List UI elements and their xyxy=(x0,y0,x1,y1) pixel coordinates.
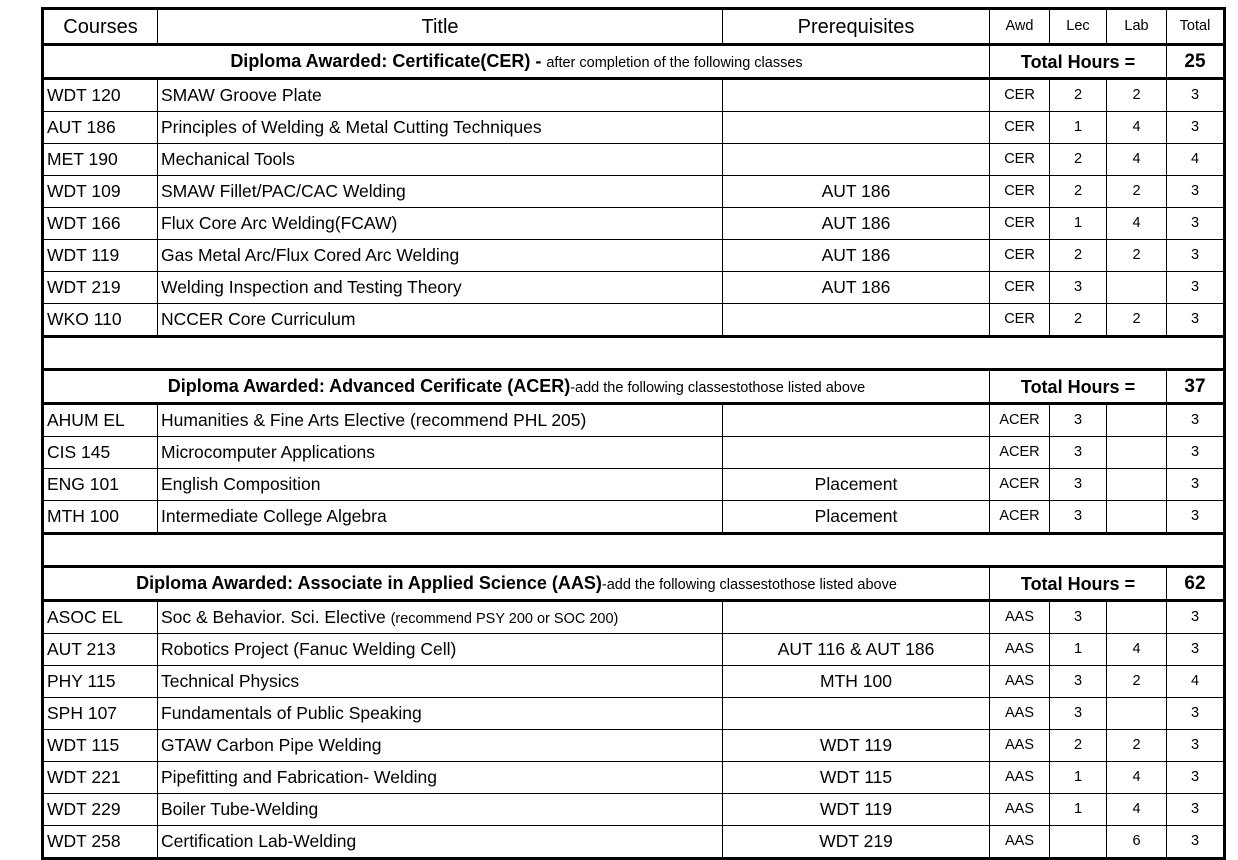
total-hours-value: 62 xyxy=(1167,567,1225,601)
course-award: AAS xyxy=(990,698,1050,730)
course-title xyxy=(158,144,723,176)
course-title xyxy=(158,112,723,144)
section-heading-note: -add the following classestothose listed above xyxy=(570,380,866,397)
course-title-text: English Composition xyxy=(161,473,321,494)
course-title xyxy=(158,404,723,437)
header-lab: Lab xyxy=(1107,9,1167,45)
course-lab-hours xyxy=(1107,272,1167,304)
course-prerequisite: WDT 119 xyxy=(723,794,990,826)
course-title-text: Intermediate College Algebra xyxy=(161,505,387,526)
course-prerequisite: WDT 119 xyxy=(723,730,990,762)
spacer-row xyxy=(43,337,1225,370)
course-lecture-hours: 2 xyxy=(1050,730,1107,762)
course-title xyxy=(158,176,723,208)
course-title xyxy=(158,469,723,501)
course-total-hours: 3 xyxy=(1167,437,1225,469)
course-lecture-hours: 1 xyxy=(1050,762,1107,794)
course-code: SPH 107 xyxy=(43,698,158,730)
spacer-row xyxy=(43,534,1225,567)
course-code: WDT 219 xyxy=(43,272,158,304)
course-title xyxy=(158,634,723,666)
course-lecture-hours: 1 xyxy=(1050,208,1107,240)
table-row xyxy=(43,469,1225,501)
course-title xyxy=(158,762,723,794)
course-lecture-hours: 3 xyxy=(1050,404,1107,437)
course-lecture-hours: 1 xyxy=(1050,794,1107,826)
total-hours-value: 37 xyxy=(1167,370,1225,404)
course-lab-hours: 2 xyxy=(1107,666,1167,698)
course-lab-hours xyxy=(1107,698,1167,730)
course-code: WDT 258 xyxy=(43,826,158,859)
course-title xyxy=(158,794,723,826)
course-total-hours: 3 xyxy=(1167,601,1225,634)
section-heading-note: after completion of the following classes xyxy=(546,55,803,72)
course-prerequisite xyxy=(723,698,990,730)
course-lab-hours: 4 xyxy=(1107,112,1167,144)
section-heading-text: Diploma Awarded: Associate in Applied Science (AAS) xyxy=(136,573,602,594)
header-lec: Lec xyxy=(1050,9,1107,45)
table-row xyxy=(43,208,1225,240)
table-row xyxy=(43,272,1225,304)
course-code: AUT 186 xyxy=(43,112,158,144)
course-total-hours: 3 xyxy=(1167,79,1225,112)
course-title-text: Fundamentals of Public Speaking xyxy=(161,702,422,723)
course-title-text: Pipefitting and Fabrication- Welding xyxy=(161,766,437,787)
course-lab-hours xyxy=(1107,601,1167,634)
course-award: ACER xyxy=(990,501,1050,534)
course-title-text: GTAW Carbon Pipe Welding xyxy=(161,734,382,755)
course-lecture-hours: 3 xyxy=(1050,698,1107,730)
course-award: CER xyxy=(990,176,1050,208)
course-title-text: Boiler Tube-Welding xyxy=(161,798,319,819)
section-heading xyxy=(43,370,990,404)
course-title xyxy=(158,79,723,112)
course-total-hours: 3 xyxy=(1167,634,1225,666)
course-award: ACER xyxy=(990,437,1050,469)
table-row xyxy=(43,304,1225,337)
course-award: ACER xyxy=(990,469,1050,501)
course-code: WDT 119 xyxy=(43,240,158,272)
header-courses: Courses xyxy=(43,9,158,45)
course-lecture-hours: 2 xyxy=(1050,304,1107,337)
course-award: AAS xyxy=(990,826,1050,859)
course-total-hours: 4 xyxy=(1167,144,1225,176)
table-row xyxy=(43,404,1225,437)
course-title-text: Humanities & Fine Arts Elective (recommend PHL 205) xyxy=(161,409,587,430)
course-prerequisite xyxy=(723,79,990,112)
course-code: WDT 109 xyxy=(43,176,158,208)
table-row xyxy=(43,762,1225,794)
course-code: MET 190 xyxy=(43,144,158,176)
course-total-hours: 3 xyxy=(1167,730,1225,762)
course-prerequisite: AUT 116 & AUT 186 xyxy=(723,634,990,666)
course-title xyxy=(158,501,723,534)
header-awd: Awd xyxy=(990,9,1050,45)
course-title-text: Principles of Welding & Metal Cutting Techniques xyxy=(161,116,542,137)
course-title xyxy=(158,666,723,698)
course-total-hours: 3 xyxy=(1167,208,1225,240)
table-row xyxy=(43,730,1225,762)
table-row xyxy=(43,634,1225,666)
course-lecture-hours: 3 xyxy=(1050,501,1107,534)
course-award: AAS xyxy=(990,601,1050,634)
course-lecture-hours: 3 xyxy=(1050,666,1107,698)
course-total-hours: 3 xyxy=(1167,404,1225,437)
table-row xyxy=(43,698,1225,730)
course-code: WDT 229 xyxy=(43,794,158,826)
spacer-cell xyxy=(43,534,1225,567)
course-code: WDT 166 xyxy=(43,208,158,240)
course-code: WDT 120 xyxy=(43,79,158,112)
section-heading-note: -add the following classestothose listed above xyxy=(601,577,897,594)
course-title-text: Flux Core Arc Welding(FCAW) xyxy=(161,212,398,233)
course-lab-hours: 2 xyxy=(1107,176,1167,208)
course-lecture-hours: 3 xyxy=(1050,437,1107,469)
course-title xyxy=(158,208,723,240)
course-lab-hours: 2 xyxy=(1107,730,1167,762)
course-title-text: Microcomputer Applications xyxy=(161,441,375,462)
section-header-row xyxy=(43,567,1225,601)
course-code: WDT 221 xyxy=(43,762,158,794)
course-code: CIS 145 xyxy=(43,437,158,469)
course-lecture-hours: 1 xyxy=(1050,112,1107,144)
course-award: AAS xyxy=(990,762,1050,794)
course-total-hours: 3 xyxy=(1167,304,1225,337)
course-code: WKO 110 xyxy=(43,304,158,337)
section-heading-text: Diploma Awarded: Certificate(CER) - xyxy=(230,51,547,72)
course-title-text: Robotics Project (Fanuc Welding Cell) xyxy=(161,638,457,659)
course-award: CER xyxy=(990,79,1050,112)
course-code: AUT 213 xyxy=(43,634,158,666)
table-row xyxy=(43,112,1225,144)
course-prerequisite xyxy=(723,437,990,469)
course-lab-hours xyxy=(1107,404,1167,437)
course-lecture-hours: 2 xyxy=(1050,240,1107,272)
course-award: CER xyxy=(990,144,1050,176)
course-title-text: Certification Lab-Welding xyxy=(161,830,357,851)
course-title-text: Mechanical Tools xyxy=(161,148,295,169)
course-code: MTH 100 xyxy=(43,501,158,534)
course-lecture-hours: 1 xyxy=(1050,634,1107,666)
table-row xyxy=(43,144,1225,176)
course-total-hours: 3 xyxy=(1167,272,1225,304)
course-lab-hours: 2 xyxy=(1107,240,1167,272)
course-award: CER xyxy=(990,304,1050,337)
course-code: WDT 115 xyxy=(43,730,158,762)
table-row xyxy=(43,79,1225,112)
course-code: ASOC EL xyxy=(43,601,158,634)
course-lab-hours: 4 xyxy=(1107,144,1167,176)
course-lab-hours: 4 xyxy=(1107,762,1167,794)
total-hours-value: 25 xyxy=(1167,45,1225,79)
course-total-hours: 3 xyxy=(1167,469,1225,501)
header-row xyxy=(43,9,1225,45)
course-title-text: Soc & Behavior. Sci. Elective xyxy=(161,606,391,627)
table-row xyxy=(43,794,1225,826)
section-header-row xyxy=(43,45,1225,79)
table-row xyxy=(43,437,1225,469)
course-title-text: SMAW Fillet/PAC/CAC Welding xyxy=(161,180,406,201)
table-row xyxy=(43,501,1225,534)
course-total-hours: 3 xyxy=(1167,240,1225,272)
course-total-hours: 4 xyxy=(1167,666,1225,698)
course-title-text: Welding Inspection and Testing Theory xyxy=(161,276,462,297)
total-hours-label: Total Hours = xyxy=(990,45,1167,79)
course-lab-hours xyxy=(1107,469,1167,501)
table-row xyxy=(43,176,1225,208)
course-title-text: SMAW Groove Plate xyxy=(161,84,322,105)
course-prerequisite: WDT 219 xyxy=(723,826,990,859)
course-lecture-hours: 2 xyxy=(1050,144,1107,176)
course-title xyxy=(158,698,723,730)
course-lecture-hours: 3 xyxy=(1050,272,1107,304)
course-award: AAS xyxy=(990,730,1050,762)
course-lecture-hours xyxy=(1050,826,1107,859)
header-title: Title xyxy=(158,9,723,45)
table-row xyxy=(43,826,1225,859)
total-hours-label: Total Hours = xyxy=(990,370,1167,404)
section-header-row xyxy=(43,370,1225,404)
course-total-hours: 3 xyxy=(1167,762,1225,794)
section-heading xyxy=(43,567,990,601)
course-title xyxy=(158,826,723,859)
course-prerequisite xyxy=(723,304,990,337)
course-title xyxy=(158,240,723,272)
course-lab-hours: 4 xyxy=(1107,794,1167,826)
course-code: ENG 101 xyxy=(43,469,158,501)
course-prerequisite: AUT 186 xyxy=(723,176,990,208)
course-prerequisite: AUT 186 xyxy=(723,240,990,272)
course-lecture-hours: 2 xyxy=(1050,176,1107,208)
course-prerequisite: MTH 100 xyxy=(723,666,990,698)
course-prerequisite xyxy=(723,112,990,144)
course-lecture-hours: 2 xyxy=(1050,79,1107,112)
course-lecture-hours: 3 xyxy=(1050,601,1107,634)
header-prerequisites: Prerequisites xyxy=(723,9,990,45)
course-award: ACER xyxy=(990,404,1050,437)
course-title-text: Technical Physics xyxy=(161,670,300,691)
course-prerequisite xyxy=(723,601,990,634)
table-row xyxy=(43,601,1225,634)
course-title xyxy=(158,437,723,469)
course-lab-hours xyxy=(1107,501,1167,534)
course-lab-hours: 2 xyxy=(1107,304,1167,337)
course-prerequisite: Placement xyxy=(723,501,990,534)
course-award: CER xyxy=(990,272,1050,304)
course-lecture-hours: 3 xyxy=(1050,469,1107,501)
total-hours-label: Total Hours = xyxy=(990,567,1167,601)
course-lab-hours: 4 xyxy=(1107,634,1167,666)
course-prerequisite: Placement xyxy=(723,469,990,501)
course-total-hours: 3 xyxy=(1167,826,1225,859)
spacer-cell xyxy=(43,337,1225,370)
course-total-hours: 3 xyxy=(1167,176,1225,208)
course-award: AAS xyxy=(990,666,1050,698)
course-title-text: NCCER Core Curriculum xyxy=(161,308,356,329)
course-lab-hours xyxy=(1107,437,1167,469)
course-prerequisite: AUT 186 xyxy=(723,272,990,304)
course-prerequisite: WDT 115 xyxy=(723,762,990,794)
course-title xyxy=(158,601,723,634)
course-title xyxy=(158,730,723,762)
course-award: AAS xyxy=(990,634,1050,666)
course-title-text: Gas Metal Arc/Flux Cored Arc Welding xyxy=(161,244,460,265)
course-award: CER xyxy=(990,240,1050,272)
course-award: AAS xyxy=(990,794,1050,826)
course-total-hours: 3 xyxy=(1167,501,1225,534)
course-award: CER xyxy=(990,208,1050,240)
table-row xyxy=(43,240,1225,272)
course-lab-hours: 4 xyxy=(1107,208,1167,240)
course-total-hours: 3 xyxy=(1167,112,1225,144)
header-total: Total xyxy=(1167,9,1225,45)
course-code: PHY 115 xyxy=(43,666,158,698)
section-heading xyxy=(43,45,990,79)
course-prerequisite xyxy=(723,404,990,437)
course-lab-hours: 6 xyxy=(1107,826,1167,859)
course-code: AHUM EL xyxy=(43,404,158,437)
table-row xyxy=(43,666,1225,698)
course-total-hours: 3 xyxy=(1167,794,1225,826)
course-lab-hours: 2 xyxy=(1107,79,1167,112)
course-award: CER xyxy=(990,112,1050,144)
course-title xyxy=(158,272,723,304)
course-table xyxy=(41,7,1226,860)
course-title xyxy=(158,304,723,337)
course-prerequisite xyxy=(723,144,990,176)
section-heading-text: Diploma Awarded: Advanced Cerificate (ACER) xyxy=(167,376,571,397)
course-total-hours: 3 xyxy=(1167,698,1225,730)
course-title-note: (recommend PSY 200 or SOC 200) xyxy=(390,610,619,627)
course-prerequisite: AUT 186 xyxy=(723,208,990,240)
